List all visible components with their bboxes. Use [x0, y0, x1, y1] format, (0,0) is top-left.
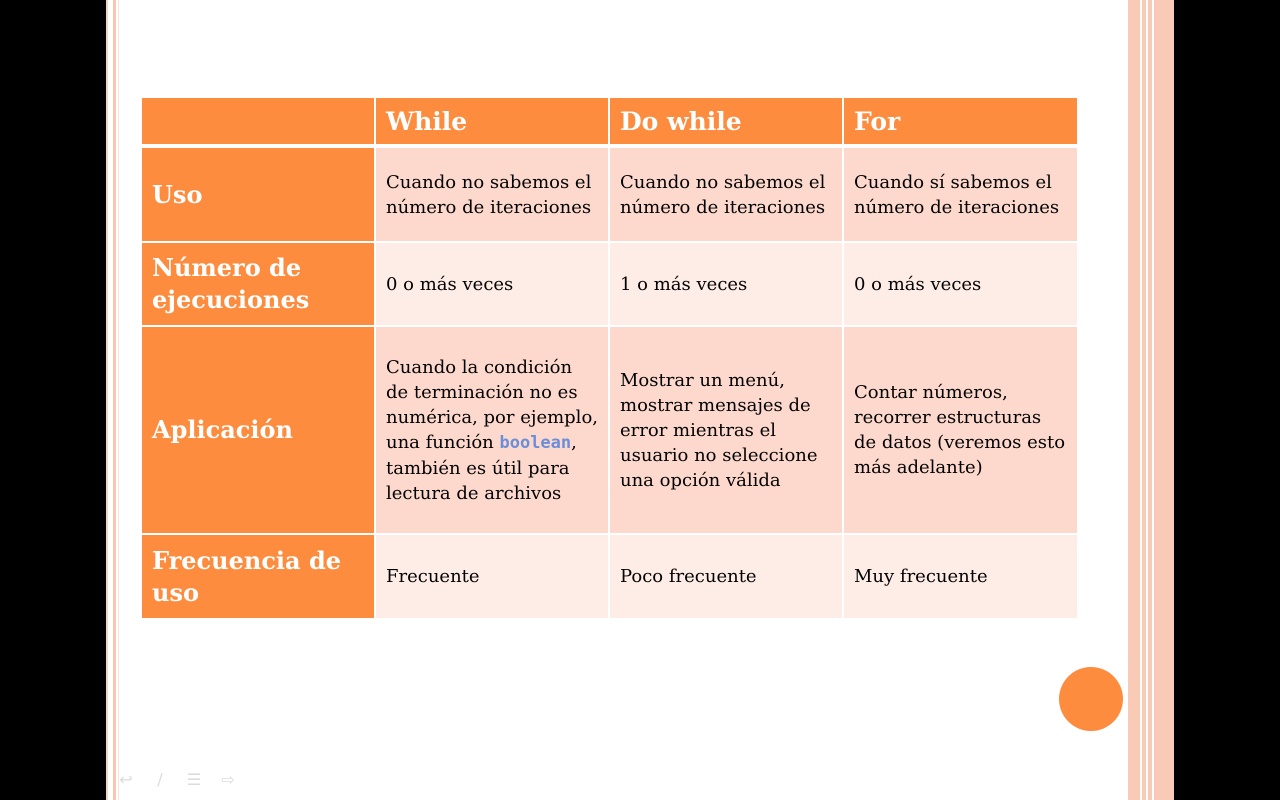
row-label-numero-ejecuciones: Número de ejecuciones	[142, 242, 375, 326]
cell-text: , también es útil para lectura de archivos	[386, 431, 577, 504]
comparison-table	[142, 98, 1077, 618]
cell-aplicacion-while	[375, 326, 609, 534]
table-row	[142, 326, 1077, 534]
slide	[106, 0, 1174, 800]
header-do-while: Do while	[609, 98, 843, 146]
header-while: While	[375, 98, 609, 146]
cell-frecuencia-do-while: Poco frecuente	[609, 534, 843, 618]
table-row	[142, 534, 1077, 618]
decorative-circle	[1059, 667, 1123, 731]
cell-text: Cuando la condición de terminación no es numérica, por ejemplo, una función	[386, 356, 599, 453]
cell-uso-for: Cuando sí sabemos el número de iteraciones	[843, 146, 1077, 242]
row-label-uso: Uso	[142, 146, 375, 242]
decorative-stripe	[106, 0, 108, 800]
cell-frecuencia-for: Muy frecuente	[843, 534, 1077, 618]
cell-frecuencia-while: Frecuente	[375, 534, 609, 618]
cell-uso-while: Cuando no sabemos el número de iteraciones	[375, 146, 609, 242]
code-keyword: boolean	[499, 432, 572, 453]
back-arrow-icon[interactable]: ↩	[119, 770, 133, 789]
forward-arrow-icon[interactable]: ⇨	[221, 770, 235, 789]
cell-ejecuciones-while: 0 o más veces	[375, 242, 609, 326]
header-for: For	[843, 98, 1077, 146]
decorative-band	[1128, 0, 1174, 800]
decorative-stripe	[113, 0, 116, 800]
pen-icon[interactable]: ∕	[157, 770, 163, 789]
cell-aplicacion-for: Contar números, recorrer estructuras de datos (veremos esto más adelante)	[843, 326, 1077, 534]
cell-ejecuciones-for: 0 o más veces	[843, 242, 1077, 326]
menu-icon[interactable]: ☰	[186, 770, 202, 789]
table-row	[142, 242, 1077, 326]
cell-ejecuciones-do-while: 1 o más veces	[609, 242, 843, 326]
slideshow-nav	[116, 770, 238, 790]
table-header-row	[142, 98, 1077, 146]
cell-aplicacion-do-while: Mostrar un menú, mostrar mensajes de error mientras el usuario no seleccione una opción válida	[609, 326, 843, 534]
row-label-frecuencia: Frecuencia de uso	[142, 534, 375, 618]
decorative-stripe	[118, 0, 119, 800]
cell-uso-do-while: Cuando no sabemos el número de iteraciones	[609, 146, 843, 242]
header-corner	[142, 98, 375, 146]
row-label-aplicacion: Aplicación	[142, 326, 375, 534]
table-row	[142, 146, 1077, 242]
